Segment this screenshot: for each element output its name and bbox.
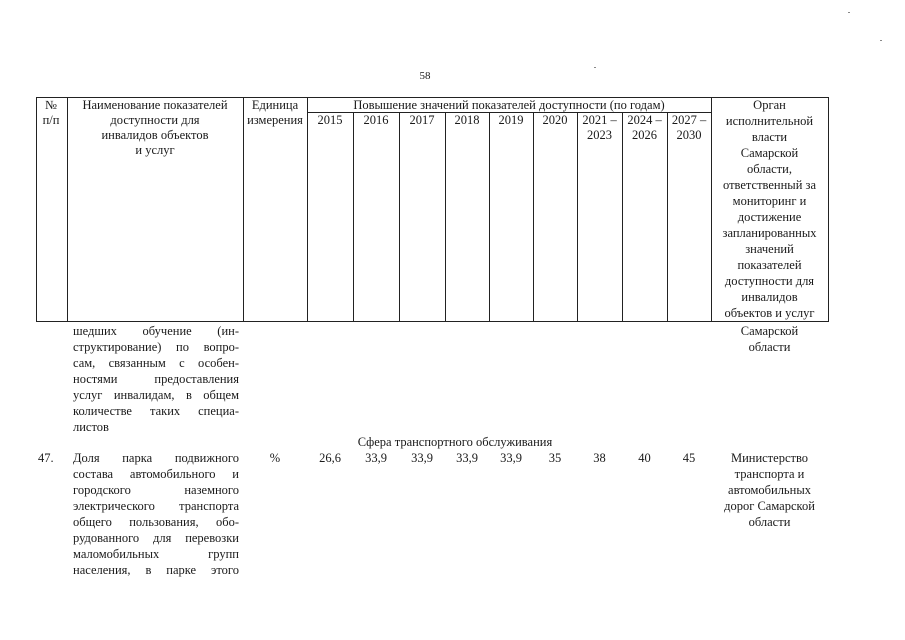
year-header: 2024 – (627, 113, 662, 127)
continuation-org-line: Самарской (740, 324, 799, 338)
col-unit-header-sub: измерения (247, 113, 303, 127)
page-number: 58 (419, 70, 431, 82)
table-rule (828, 97, 829, 321)
continuation-name-line: сам, связанным с особен- (73, 356, 239, 370)
year-header-sub: 2026 (632, 128, 657, 142)
table-rule (533, 112, 534, 321)
value-cell: 45 (682, 451, 696, 465)
continuation-name-line: ностями предоставления (73, 372, 239, 386)
continuation-name-line: количестве таких специа- (73, 404, 239, 418)
value-cell: 33,9 (500, 451, 522, 465)
value-cell: 38 (593, 451, 606, 465)
continuation-name-line: шедших обучение (ин- (73, 324, 239, 338)
year-header: 2027 – (671, 113, 707, 127)
continuation-name-line: листов (73, 420, 109, 434)
scan-speck (880, 40, 882, 41)
row-47-unit: % (269, 451, 281, 465)
scan-speck (848, 12, 850, 13)
value-cell: 33,9 (365, 451, 387, 465)
table-rule (243, 97, 244, 321)
table-rule (489, 112, 490, 321)
continuation-name-line: услуг инвалидам, в общем (73, 388, 239, 402)
table-rule (577, 112, 578, 321)
scan-speck (594, 67, 596, 68)
continuation-org-line: области (748, 340, 791, 354)
value-cell: 33,9 (411, 451, 433, 465)
row-number: 47. (38, 451, 54, 465)
value-cell: 40 (638, 451, 651, 465)
year-header-sub: 2030 (676, 128, 702, 142)
col-unit-header: Единица (251, 98, 299, 112)
year-header: 2020 (542, 113, 568, 127)
year-header: 2017 (409, 113, 435, 127)
value-cell: 26,6 (319, 451, 341, 465)
col-num-header-sub: п/п (42, 113, 60, 127)
table-rule (307, 97, 308, 321)
year-header-sub: 2023 (587, 128, 612, 142)
value-cell: 35 (548, 451, 562, 465)
col-num-header: № (45, 98, 57, 112)
table-rule (353, 112, 354, 321)
table-rule (36, 321, 829, 322)
years-group-header: Повышение значений показателей доступности (по годам) (353, 98, 665, 112)
section-title: Сфера транспортного обслуживания (357, 435, 553, 449)
table-rule (667, 112, 668, 321)
year-header: 2015 (317, 113, 343, 127)
year-header: 2021 – (582, 113, 617, 127)
table-rule (399, 112, 400, 321)
year-header: 2018 (454, 113, 480, 127)
table-rule (36, 97, 37, 321)
table-rule (445, 112, 446, 321)
continuation-name-line: структирование) по вопро- (73, 340, 239, 354)
year-header: 2019 (498, 113, 524, 127)
value-cell: 33,9 (456, 451, 478, 465)
table-rule (622, 112, 623, 321)
year-header: 2016 (363, 113, 389, 127)
